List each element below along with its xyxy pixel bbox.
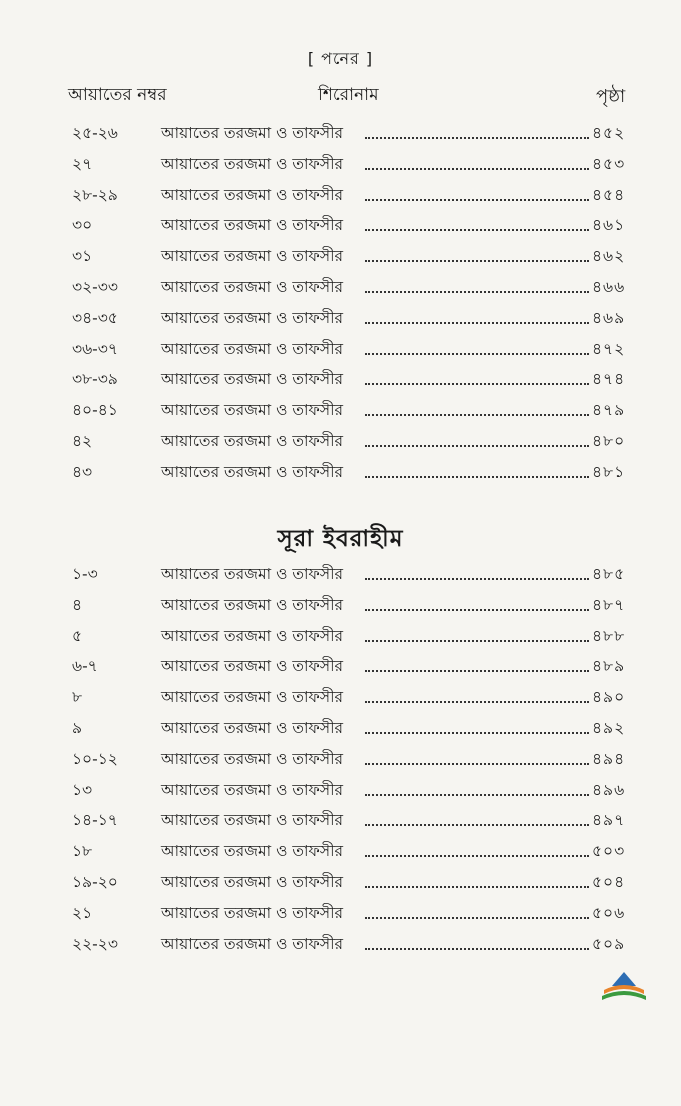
toc-row — [0, 716, 681, 747]
verse-number: ২২-২৩ — [72, 934, 118, 953]
verse-number: ১৪-১৭ — [72, 811, 118, 830]
entry-title: আয়াতের তরজমা ও তাফসীর — [161, 277, 344, 296]
entry-title: আয়াতের তরজমা ও তাফসীর — [161, 626, 344, 645]
entry-title: আয়াতের তরজমা ও তাফসীর — [161, 565, 344, 583]
toc-row — [0, 901, 681, 932]
entry-title: আয়াতের তরজমা ও তাফসীর — [161, 185, 344, 204]
page-ref: ৪৮১ — [592, 462, 626, 481]
verse-number: ৩৮-৩৯ — [72, 370, 118, 389]
page-ref: ৪৫৩ — [592, 154, 626, 173]
column-header-title: শিরোনাম — [318, 85, 379, 105]
verse-number: ৮ — [72, 688, 83, 707]
toc-row — [0, 685, 681, 716]
verse-number: ৫ — [72, 626, 83, 645]
toc-row — [0, 121, 681, 152]
dot-leader — [365, 353, 589, 355]
entry-title: আয়াতের তরজমা ও তাফসীর — [161, 339, 344, 358]
entry-title: আয়াতের তরজমা ও তাফসীর — [161, 431, 344, 450]
entry-title: আয়াতের তরজমা ও তাফসীর — [161, 216, 344, 235]
dot-leader — [365, 732, 589, 734]
dot-leader — [365, 291, 589, 293]
toc-row — [0, 306, 681, 337]
page-ref: ৪৯০ — [592, 688, 626, 707]
page-ref: ৪৬৯ — [592, 308, 626, 327]
toc-row — [0, 654, 681, 685]
toc-row — [0, 839, 681, 870]
entry-title: আয়াতের তরজমা ও তাফসীর — [161, 872, 344, 891]
dot-leader — [365, 609, 589, 611]
contents-list-section-1 — [0, 121, 681, 491]
entry-title: আয়াতের তরজমা ও তাফসীর — [161, 657, 344, 676]
page-ref: ৪৫২ — [592, 124, 626, 142]
page-ref: ৪৭২ — [592, 339, 626, 358]
dot-leader — [365, 640, 589, 642]
dot-leader — [365, 322, 589, 324]
toc-row — [0, 808, 681, 839]
entry-title: আয়াতের তরজমা ও তাফসীর — [161, 595, 344, 614]
toc-row — [0, 183, 681, 214]
dot-leader — [365, 168, 589, 170]
verse-number: ১০-১২ — [72, 749, 118, 768]
page-ref: ৪৯৬ — [592, 780, 626, 799]
page-ref: ৫০৪ — [592, 872, 626, 891]
dot-leader — [365, 199, 589, 201]
entry-title: আয়াতের তরজমা ও তাফসীর — [161, 247, 344, 266]
verse-number: ৪০-৪১ — [72, 401, 118, 420]
dot-leader — [365, 414, 589, 416]
publisher-logo-icon — [600, 970, 648, 1006]
page-ref: ৫০৬ — [592, 903, 626, 922]
page-ref: ৫০৩ — [592, 842, 626, 861]
verse-number: ৩২-৩৩ — [72, 277, 118, 296]
entry-title: আয়াতের তরজমা ও তাফসীর — [161, 370, 344, 389]
column-header-verse-number: আয়াতের নম্বর — [68, 85, 167, 105]
page-ref: ৪৮৭ — [592, 595, 626, 614]
entry-title: আয়াতের তরজমা ও তাফসীর — [161, 842, 344, 861]
dot-leader — [365, 917, 589, 919]
toc-row — [0, 337, 681, 368]
dot-leader — [365, 701, 589, 703]
verse-number: ২৮-২৯ — [72, 185, 118, 204]
toc-row — [0, 213, 681, 244]
toc-row — [0, 562, 681, 593]
toc-row — [0, 932, 681, 963]
page-ref: ৪৮৮ — [592, 626, 626, 645]
verse-number: ৪ — [72, 595, 83, 614]
verse-number: ২৫-২৬ — [72, 124, 118, 142]
verse-number: ১৯-২০ — [72, 872, 118, 891]
entry-title: আয়াতের তরজমা ও তাফসীর — [161, 749, 344, 768]
verse-number: ১-৩ — [72, 565, 98, 583]
entry-title: আয়াতের তরজমা ও তাফসীর — [161, 934, 344, 953]
entry-title: আয়াতের তরজমা ও তাফসীর — [161, 401, 344, 420]
entry-title: আয়াতের তরজমা ও তাফসীর — [161, 903, 344, 922]
toc-row — [0, 778, 681, 809]
verse-number: ২৭ — [72, 154, 93, 173]
page-ref: ৪৯২ — [592, 718, 626, 737]
page-number: [ পনের ] — [307, 49, 374, 68]
page-ref: ৪৯৭ — [592, 811, 626, 830]
dot-leader — [365, 383, 589, 385]
toc-row — [0, 275, 681, 306]
toc-row — [0, 624, 681, 655]
toc-row — [0, 367, 681, 398]
page-ref: ৪৮০ — [592, 431, 626, 450]
verse-number: ১৩ — [72, 780, 93, 799]
dot-leader — [365, 670, 589, 672]
toc-row — [0, 870, 681, 901]
dot-leader — [365, 948, 589, 950]
verse-number: ৩০ — [72, 216, 93, 235]
column-header-page: পৃষ্ঠা — [596, 86, 626, 107]
contents-list-section-2 — [0, 562, 681, 962]
page-ref: ৪৯৪ — [592, 749, 626, 768]
verse-number: ৯ — [72, 718, 83, 737]
toc-row — [0, 460, 681, 491]
verse-number: ৩৪-৩৫ — [72, 308, 118, 327]
page-ref: ৪৮৫ — [592, 565, 626, 583]
verse-number: ৩১ — [72, 247, 93, 266]
verse-number: ৪৩ — [72, 462, 93, 481]
toc-row — [0, 244, 681, 275]
verse-number: ৩৬-৩৭ — [72, 339, 118, 358]
dot-leader — [365, 137, 589, 139]
entry-title: আয়াতের তরজমা ও তাফসীর — [161, 811, 344, 830]
verse-number: ৪২ — [72, 431, 93, 450]
verse-number: ২১ — [72, 903, 93, 922]
entry-title: আয়াতের তরজমা ও তাফসীর — [161, 154, 344, 173]
page-ref: ৫০৯ — [592, 934, 626, 953]
entry-title: আয়াতের তরজমা ও তাফসীর — [161, 718, 344, 737]
page-ref: ৪৬৬ — [592, 277, 626, 296]
entry-title: আয়াতের তরজমা ও তাফসীর — [161, 124, 344, 142]
dot-leader — [365, 824, 589, 826]
page-ref: ৪৮৯ — [592, 657, 626, 676]
toc-row — [0, 429, 681, 460]
page-ref: ৪৭৪ — [592, 370, 626, 389]
dot-leader — [365, 855, 589, 857]
dot-leader — [365, 476, 589, 478]
dot-leader — [365, 445, 589, 447]
entry-title: আয়াতের তরজমা ও তাফসীর — [161, 462, 344, 481]
page-ref: ৪৬১ — [592, 216, 626, 235]
dot-leader — [365, 578, 589, 580]
dot-leader — [365, 260, 589, 262]
page-ref: ৪৭৯ — [592, 401, 626, 420]
page-ref: ৪৬২ — [592, 247, 626, 266]
verse-number: ৬-৭ — [72, 657, 98, 676]
page-ref: ৪৫৪ — [592, 185, 626, 204]
entry-title: আয়াতের তরজমা ও তাফসীর — [161, 308, 344, 327]
dot-leader — [365, 229, 589, 231]
entry-title: আয়াতের তরজমা ও তাফসীর — [161, 688, 344, 707]
verse-number: ১৮ — [72, 842, 93, 861]
surah-heading: সূরা ইবরাহীম — [277, 525, 404, 552]
toc-row — [0, 398, 681, 429]
toc-row — [0, 593, 681, 624]
dot-leader — [365, 886, 589, 888]
dot-leader — [365, 794, 589, 796]
dot-leader — [365, 763, 589, 765]
toc-row — [0, 152, 681, 183]
entry-title: আয়াতের তরজমা ও তাফসীর — [161, 780, 344, 799]
toc-row — [0, 747, 681, 778]
